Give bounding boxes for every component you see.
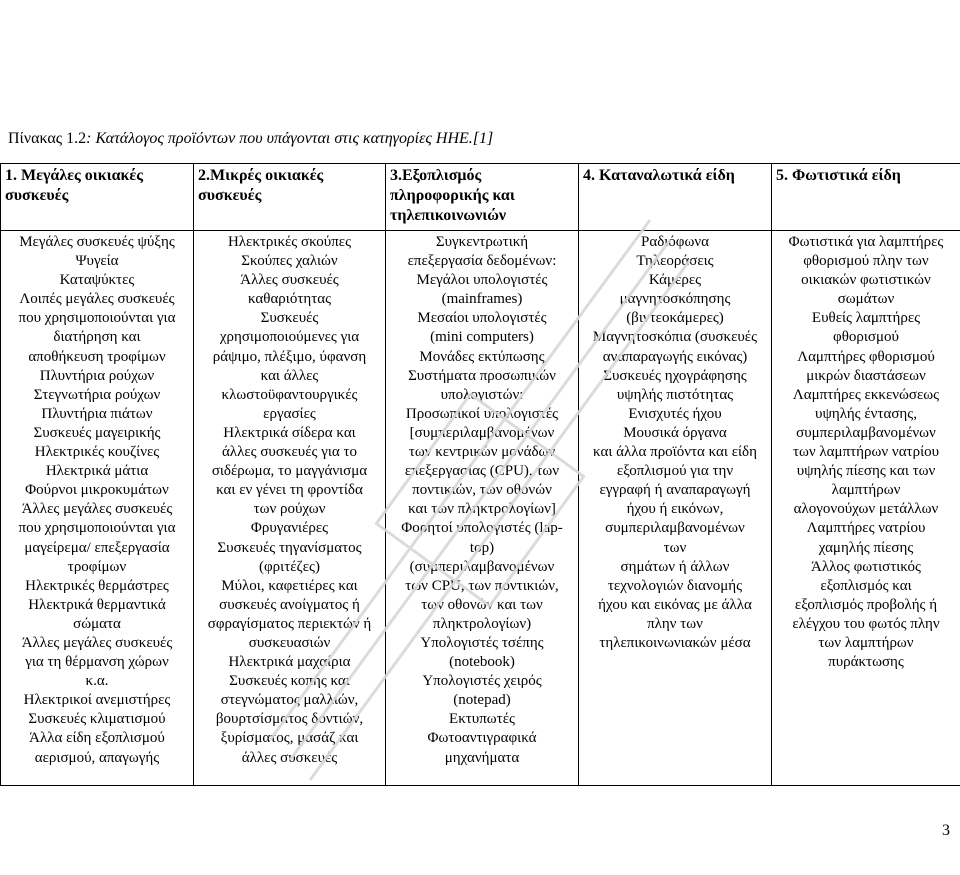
cell-line: άλλες συσκευές xyxy=(241,749,338,766)
column-header-line: 5. Φωτιστικά είδη xyxy=(776,167,901,184)
cell-line: φθορισμού πλην των xyxy=(803,253,929,270)
cell-line: Ηλεκτρικές θερμάστρες xyxy=(25,577,169,594)
cell-line: πυράκτωσης xyxy=(828,654,904,671)
cell-line: Άλλες μεγάλες συσκευές xyxy=(21,501,173,518)
cell-line: υψηλής έντασης, xyxy=(815,405,917,422)
cell-line: και των πληκτρολογίων] xyxy=(408,501,556,518)
cell-line: και άλλες xyxy=(260,367,319,384)
cell-line: τηλεπικοινωνιακών μέσα xyxy=(599,634,751,651)
cell-line: υψηλής πίεσης και των xyxy=(796,463,936,480)
cell-line: βουρτσίσματος δοντιών, xyxy=(215,711,364,728)
cell-line: υψηλής πιστότητας xyxy=(616,386,734,403)
cell-line: Λαμπτήρες νατρίου xyxy=(806,520,926,537)
cell-line: ξυρίσματος, μασάζ και xyxy=(220,730,359,747)
cell-line: Τηλεοράσεις xyxy=(636,253,714,270)
cell-line: Υπολογιστές χειρός xyxy=(422,673,542,690)
cell-line: Μονάδες εκτύπωσης xyxy=(419,348,545,365)
cell-line: Ηλεκτρικά θερμαντικά xyxy=(28,596,166,613)
cell-line: σημάτων ή άλλων xyxy=(620,558,730,575)
cell-line: σώματα xyxy=(73,615,121,632)
cell-line: Πλυντήρια πιάτων xyxy=(41,405,153,422)
cell-line: Μύλοι, καφετιέρες και xyxy=(221,577,358,594)
cell-line: Φωτιστικά για λαμπτήρες xyxy=(788,234,944,250)
cell-line: κλωστοϋφαντουργικές xyxy=(221,386,358,403)
cell-line: συσκευασιών xyxy=(248,634,331,651)
caption-text: : Κατάλογος προϊόντων που υπάγονται στις κατηγορίες ΗΗΕ.[1] xyxy=(86,130,494,147)
cell-line: εργασίες xyxy=(263,405,316,422)
caption-lead: Πίνακας 1.2 xyxy=(8,130,87,147)
cell-line: μαγνητοσκόπησης xyxy=(619,291,731,308)
cell-line: Άλλες μεγάλες συσκευές xyxy=(21,634,173,651)
cell-line: των xyxy=(663,539,687,556)
cell-line: Συσκευές κλιματισμού xyxy=(28,711,166,728)
cell-line: Φούρνοι μικροκυμάτων xyxy=(25,482,169,499)
cell-line: Φωτοαντιγραφικά xyxy=(427,730,537,747)
cell-line: Συσκευές μαγειρικής xyxy=(33,424,161,441)
table-caption xyxy=(8,130,493,148)
cell-line: των λαμπτήρων xyxy=(818,634,914,651)
cell-line: ήχου και εικόνας με άλλα xyxy=(598,596,752,613)
cell-line: Συσκευές κοπής και xyxy=(229,673,350,690)
cell-line: Ευθείς λαμπτήρες xyxy=(811,310,921,327)
cell-line: σφραγίσματος περιεκτών ή xyxy=(207,615,372,632)
page-number: 3 xyxy=(942,822,950,839)
cell-line: Ηλεκτρικά μαχαίρια xyxy=(228,654,351,671)
cell-line: Μεσαίοι υπολογιστές xyxy=(417,310,547,327)
column-cell xyxy=(1,231,194,786)
column-header-line: 1. Μεγάλες οικιακές xyxy=(5,167,143,184)
cell-line: Συγκεντρωτική xyxy=(435,234,529,250)
cell-line: Πλυντήρια ρούχων xyxy=(39,367,155,384)
cell-line: καθαριότητας xyxy=(247,291,332,308)
column-cell xyxy=(772,231,960,786)
cell-line: (mainframes) xyxy=(441,291,523,308)
cell-line: Προσωπικοί υπολογιστές xyxy=(405,405,559,422)
cell-line: Ραδιόφωνα xyxy=(641,234,709,250)
cell-line: Υπολογιστές τσέπης xyxy=(420,634,544,651)
cell-line: υπολογιστών: xyxy=(440,386,524,403)
cell-line: κ.α. xyxy=(85,673,109,690)
cell-line: αερισμού, απαγωγής xyxy=(34,749,160,766)
cell-line: (mini computers) xyxy=(430,329,534,346)
cell-line: χρησιμοποιούμενες για xyxy=(219,329,360,346)
cell-line: Συσκευές ηχογράφησης xyxy=(603,367,747,384)
cell-line: και εν γένει τη φροντίδα xyxy=(216,482,363,499)
cell-line: Καταψύκτες xyxy=(59,272,135,289)
column-header xyxy=(194,164,386,231)
column-header xyxy=(1,164,194,231)
column-header-line: 4. Καταναλωτικά είδη xyxy=(583,167,735,184)
cell-line: των λαμπτήρων νατρίου xyxy=(792,444,940,461)
cell-line: σιδέρωμα, το μαγγάνισμα xyxy=(211,463,368,480)
cell-line: αποθήκευση τροφίμων xyxy=(28,348,166,365)
column-header-line: συσκευές xyxy=(5,187,69,204)
cell-line: των CPU, των ποντικιών, xyxy=(405,577,559,594)
cell-line: που χρησιμοποιούνται για xyxy=(18,520,176,537)
cell-line: εξοπλισμός προβολής ή xyxy=(794,596,938,613)
cell-line: Άλλες συσκευές xyxy=(240,272,339,289)
column-header-line: τηλεπικοινωνιών xyxy=(390,207,507,224)
cell-line: Μεγάλοι υπολογιστές xyxy=(416,272,548,289)
cell-line: για τη θέρμανση χώρων xyxy=(25,654,169,671)
cell-line: φθορισμού xyxy=(833,329,899,346)
cell-line: ήχου ή εικόνων, xyxy=(626,501,724,518)
cell-line: Ηλεκτρικοί ανεμιστήρες xyxy=(23,692,171,709)
cell-line: των κεντρικών μονάδων xyxy=(408,444,556,461)
cell-line: και άλλα προϊόντα και είδη xyxy=(593,444,757,461)
cell-line: Συσκευές τηγανίσματος xyxy=(217,539,362,556)
column-cell xyxy=(194,231,386,786)
cell-line: τεχνολογιών διανομής xyxy=(607,577,743,594)
cell-line: Άλλος φωτιστικός xyxy=(811,558,921,575)
cell-line: Στεγνωτήρια ρούχων xyxy=(33,386,161,403)
cell-line: Κάμερες xyxy=(648,272,702,289)
cell-line: Εκτυπωτές xyxy=(449,711,515,728)
cell-line: πληκτρολογίων) xyxy=(432,615,532,632)
cell-line: οικιακών φωτιστικών xyxy=(801,272,931,289)
cell-line: Λαμπτήρες εκκενώσεως xyxy=(792,386,940,403)
cell-line: Ψυγεία xyxy=(75,253,119,270)
column-header-line: συσκευές xyxy=(198,187,262,204)
cell-line: συμπεριλαμβανομένων xyxy=(605,520,745,537)
cell-line: εγγραφή ή αναπαραγωγή xyxy=(599,482,751,499)
cell-line: Ηλεκτρικές σκούπες xyxy=(227,234,352,250)
cell-line: συσκευές ανοίγματος ή xyxy=(219,596,360,613)
cell-line: (φριτέζες) xyxy=(259,558,320,575)
cell-line: Λοιπές μεγάλες συσκευές xyxy=(19,291,175,308)
cell-line: Άλλα είδη εξοπλισμού xyxy=(29,730,165,747)
column-header-line: 2.Μικρές οικιακές xyxy=(198,167,324,184)
cell-line: (συμπεριλαμβανομένων xyxy=(409,558,555,575)
cell-line: σωμάτων xyxy=(837,291,895,308)
cell-line: συμπεριλαμβανομένων xyxy=(796,424,936,441)
cell-line: Φορητοί υπολογιστές (lap- xyxy=(401,520,563,537)
cell-line: αλογονούχων μετάλλων xyxy=(793,501,939,518)
cell-line: Λαμπτήρες φθορισμού xyxy=(797,348,935,365)
cell-line: ράψιμο, πλέξιμο, ύφανση xyxy=(212,348,367,365)
column-header xyxy=(772,164,960,231)
column-header-line: πληροφορικής και xyxy=(390,187,515,204)
cell-line: μηχανήματα xyxy=(444,749,520,766)
cell-line: Φρυγανιέρες xyxy=(250,520,329,537)
cell-line: ελέγχου του φωτός πλην xyxy=(792,615,940,632)
cell-line: των οθονών και των xyxy=(421,596,543,613)
column-header xyxy=(579,164,772,231)
column-header-line: 3.Εξοπλισμός xyxy=(390,167,482,184)
cell-line: Μεγάλες συσκευές ψύξης xyxy=(19,234,175,250)
cell-line: (notepad) xyxy=(453,692,511,709)
column-header xyxy=(386,164,579,231)
cell-line: (notebook) xyxy=(449,654,515,671)
cell-line: (βιντεοκάμερες) xyxy=(626,310,724,327)
cell-line: εξοπλισμού για την xyxy=(616,463,734,480)
cell-line: [συμπεριλαμβανομένων xyxy=(409,424,555,441)
cell-line: Σκούπες χαλιών xyxy=(241,253,338,270)
cell-line: ποντικιών, των οθονών xyxy=(412,482,552,499)
cell-line: αναπαραγωγής εικόνας) xyxy=(602,348,748,365)
cell-line: άλλες συσκευές για το xyxy=(221,444,358,461)
cell-line: Ενισχυτές ήχου xyxy=(628,405,722,422)
cell-line: επεξεργασία δεδομένων: xyxy=(407,253,557,270)
table-header-row xyxy=(1,164,960,231)
cell-line: Ηλεκτρικές κουζίνες xyxy=(34,444,160,461)
cell-line: διατήρηση και xyxy=(53,329,141,346)
cell-line: εξοπλισμός και xyxy=(820,577,912,594)
cell-line: πλην των xyxy=(647,615,703,632)
cell-line: Μαγνητοσκόπια (συσκευές xyxy=(592,329,758,346)
cell-line: Συσκευές xyxy=(260,310,319,327)
cell-line: χαμηλής πίεσης xyxy=(818,539,914,556)
cell-line: Μουσικά όργανα xyxy=(623,424,727,441)
cell-line: Ηλεκτρικά σίδερα και xyxy=(223,424,356,441)
table-body-row xyxy=(1,231,960,786)
cell-line: Συστήματα προσωπικών xyxy=(408,367,556,384)
cell-line: top) xyxy=(469,539,495,556)
cell-line: Ηλεκτρικά μάτια xyxy=(45,463,149,480)
cell-line: στεγνώματος μαλλιών, xyxy=(220,692,359,709)
cell-line: μικρών διαστάσεων xyxy=(806,367,926,384)
cell-line: τροφίμων xyxy=(67,558,127,575)
cell-line: λαμπτήρων xyxy=(831,482,901,499)
cell-line: που χρησιμοποιούνται για xyxy=(18,310,176,327)
cell-line: μαγείρεμα/ επεξεργασία xyxy=(24,539,170,556)
cell-line: επεξεργασίας (CPU), των xyxy=(404,463,560,480)
column-cell xyxy=(579,231,772,786)
column-cell xyxy=(386,231,579,786)
cell-line: των ρούχων xyxy=(253,501,326,518)
product-categories-table xyxy=(0,163,960,786)
